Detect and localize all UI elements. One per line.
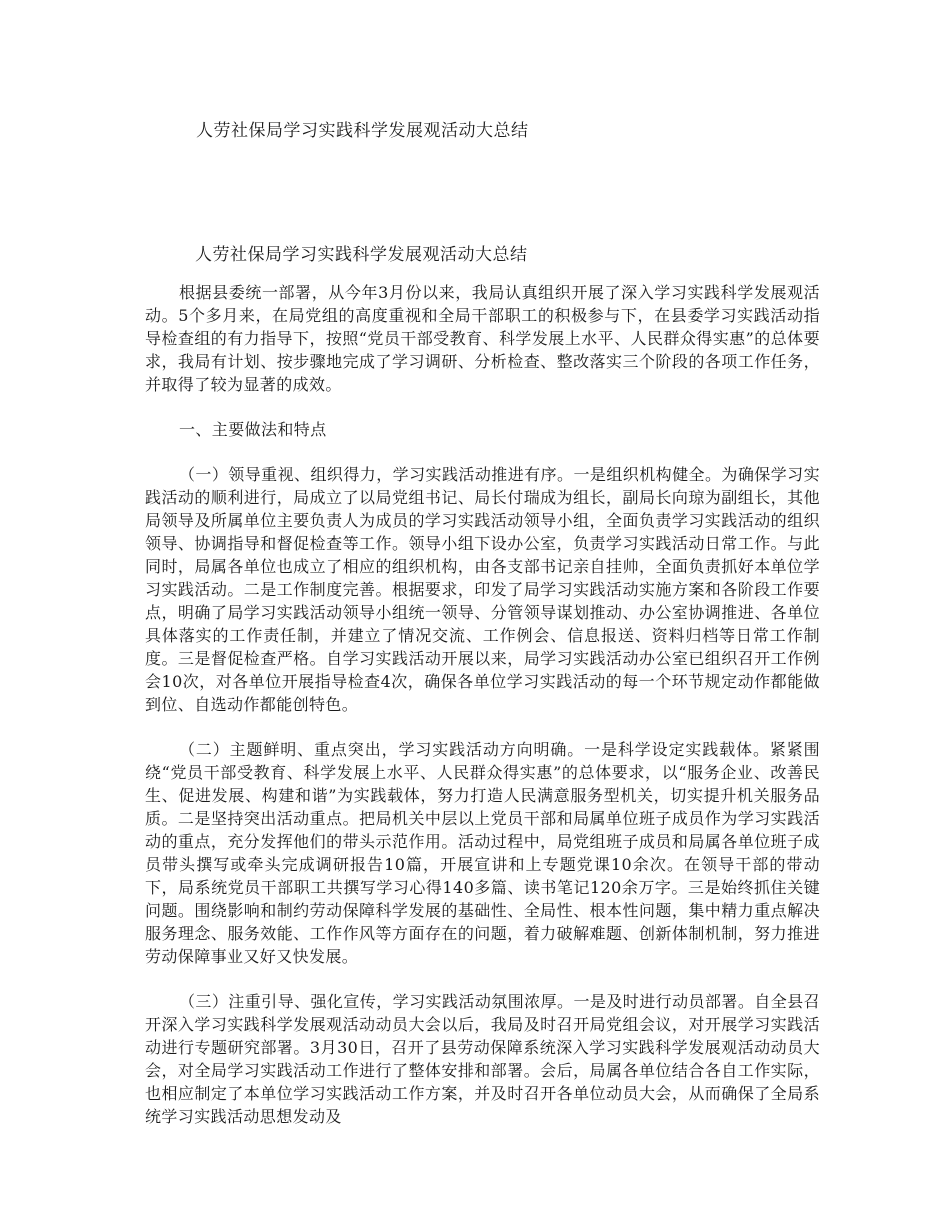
paragraph-3: （三）注重引导、强化宣传，学习实践活动氛围浓厚。一是及时进行动员部署。自全县召开深入学习实践科学发展观活动动员大会以后，我局及时召开局党组会议，对开展学习实践活动进行专题研究部署。3月30日，召开了县劳动保障系统深入学习实践科学发展观活动动员大会，对全局学习实践活动工作进行了整体安排和部署。会后，局属各单位结合各自工作实际，也相应制定了本单位学习实践活动工作方案，并及时召开各单位动员大会，从而确保了全局系统学习实践活动思想发动及 <box>145 992 820 1126</box>
paragraph-2: （二）主题鲜明、重点突出，学习实践活动方向明确。一是科学设定实践载体。紧紧围绕“党员干部受教育、科学发展上水平、人民群众得实惠”的总体要求，以“服务企业、改善民生、促进发展、构建和谐”为实践载体，努力打造人民满意服务型机关，切实提升机关服务品质。二是坚持突出活动重点。把局机关中层以上党员干部和局属单位班子成员作为学习实践活动的重点，充分发挥他们的带头示范作用。活动过程中，局党组班子成员和局属各单位班子成员带头撰写或牵头完成调研报告10篇，开展宣讲和上专题党课10余次。在领导干部的带动下，局系统党员干部职工共撰写学习心得140多篇、读书笔记120余万字。三是始终抓住关键问题。围绕影响和制约劳动保障科学发展的基础性、全局性、根本性问题，集中精力重点解决服务理念、服务效能、工作作风等方面存在的问题，着力破解难题、创新体制机制，努力推进劳动保障事业又好又快发展。 <box>145 740 820 966</box>
document-title: 人劳社保局学习实践科学发展观活动大总结 <box>196 121 529 141</box>
paragraph-1: （一）领导重视、组织得力，学习实践活动推进有序。一是组织机构健全。为确保学习实践活动的顺利进行，局成立了以局党组书记、局长付瑞成为组长，副局长向琼为副组长，其他局领导及所属单位主要负责人为成员的学习实践活动领导小组，全面负责学习实践活动的组织领导、协调指导和督促检查等工作。领导小组下设办公室，负责学习实践活动日常工作。与此同时，局属各单位也成立了相应的组织机构，由各支部书记亲自挂帅，全面负责抓好本单位学习实践活动。二是工作制度完善。根据要求，印发了局学习实践活动实施方案和各阶段工作要点，明确了局学习实践活动领导小组统一领导、分管领导谋划推动、办公室协调推进、各单位具体落实的工作责任制，并建立了情况交流、工作例会、信息报送、资料归档等日常工作制度。三是督促检查严格。自学习实践活动开展以来，局学习实践活动办公室已组织召开工作例会10次，对各单位开展指导检查4次，确保各单位学习实践活动的每一个环节规定动作都能做到位、自选动作都能创特色。 <box>145 465 820 714</box>
intro-paragraph: 根据县委统一部署，从今年3月份以来，我局认真组织开展了深入学习实践科学发展观活动。5个多月来，在局党组的高度重视和全局干部职工的积极参与下，在县委学习实践活动指导检查组的有力指导下，按照“党员干部受教育、科学发展上水平、人民群众得实惠”的总体要求，我局有计划、按步骤地完成了学习调研、分析检查、整改落实三个阶段的各项工作任务，并取得了较为显著的成效。 <box>145 283 820 394</box>
inner-title: 人劳社保局学习实践科学发展观活动大总结 <box>195 245 528 265</box>
document-body <box>145 240 820 1128</box>
section-heading: 一、主要做法和特点 <box>179 420 327 439</box>
